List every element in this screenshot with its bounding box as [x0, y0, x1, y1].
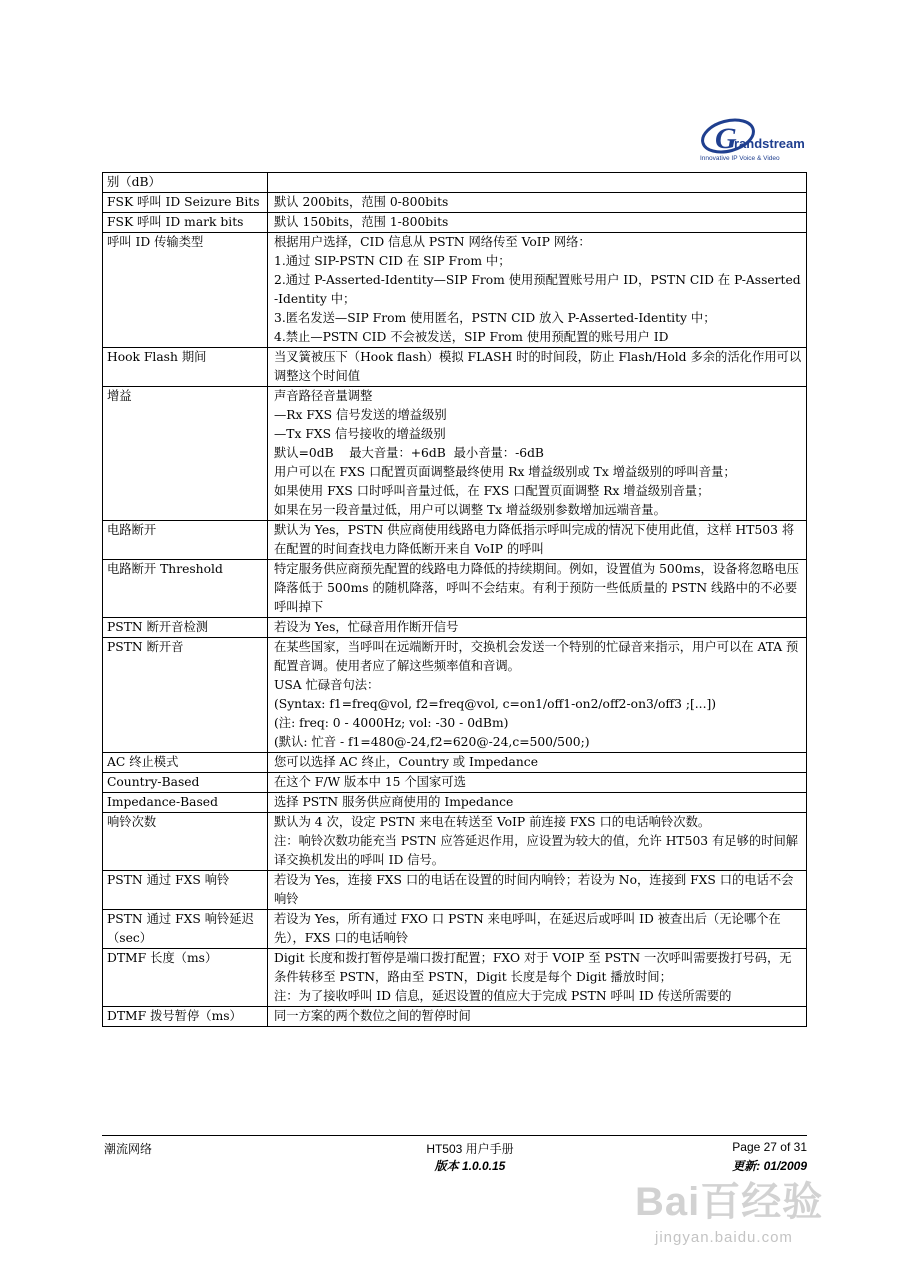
footer-title: HT503 用户手册 — [426, 1142, 514, 1156]
parameter-description — [268, 348, 807, 387]
footer-version: 版本 1.0.0.15 — [434, 1159, 506, 1173]
footer-company: 潮流网络 — [104, 1142, 153, 1156]
parameter-description — [268, 560, 807, 618]
description-line: (注: freq: 0 - 4000Hz; vol: -30 - 0dBm) — [274, 716, 509, 730]
description-line: 默认=0dB 最大音量：+6dB 最小音量：-6dB — [274, 446, 544, 460]
description-line: 若设为 Yes，所有通过 FXO 口 PSTN 来电呼叫，在延迟后或呼叫 ID 被查出后（无论哪个在先），FXS 口的电话响铃 — [274, 912, 781, 945]
table-row — [103, 638, 807, 753]
description-line: 您可以选择 AC 终止，Country 或 Impedance — [274, 755, 538, 769]
parameter-name: 呼叫 ID 传输类型 — [103, 233, 268, 348]
description-line: 根据用户选择，CID 信息从 PSTN 网络传至 VoIP 网络： — [274, 235, 591, 249]
description-line: USA 忙碌音句法： — [274, 678, 380, 692]
parameter-name: 别（dB） — [103, 173, 268, 193]
svg-text:G: G — [715, 122, 737, 155]
parameter-description — [268, 618, 807, 638]
parameter-description — [268, 233, 807, 348]
parameter-description — [268, 910, 807, 949]
parameter-name: DTMF 长度（ms） — [103, 949, 268, 1007]
description-line: 2.通过 P-Asserted-Identity—SIP From 使用预配置账号用户 ID，PSTN CID 在 P-Asserted-Identity 中； — [274, 273, 801, 306]
parameter-name: Impedance-Based — [103, 793, 268, 813]
table-row — [103, 193, 807, 213]
footer-divider — [102, 1135, 807, 1136]
description-line: 声音路径音量调整 — [274, 389, 373, 403]
parameter-name: 响铃次数 — [103, 813, 268, 871]
parameter-name: DTMF 拨号暂停（ms） — [103, 1007, 268, 1027]
description-line: 1.通过 SIP-PSTN CID 在 SIP From 中； — [274, 254, 511, 268]
table-row — [103, 560, 807, 618]
table-row — [103, 1007, 807, 1027]
parameter-table — [102, 172, 807, 1027]
description-line: (默认: 忙音 - f1=480@-24,f2=620@-24,c=500/500;) — [274, 735, 590, 749]
parameter-name: Hook Flash 期间 — [103, 348, 268, 387]
table-row — [103, 348, 807, 387]
description-line: 选择 PSTN 服务供应商使用的 Impedance — [274, 795, 514, 809]
description-line: 若设为 Yes，忙碌音用作断开信号 — [274, 620, 459, 634]
parameter-description — [268, 813, 807, 871]
description-line: 在某些国家，当呼叫在远端断开时，交换机会发送一个特别的忙碌音来指示，用户可以在 ATA 预配置音调。使用者应了解这些频率值和音调。 — [274, 640, 799, 673]
description-line: 若设为 Yes，连接 FXS 口的电话在设置的时间内响铃；若设为 No，连接到 FXS 口的电话不会响铃 — [274, 873, 794, 906]
parameter-name: 电路断开 — [103, 521, 268, 560]
description-line: 4.禁止—PSTN CID 不会被发送，SIP From 使用预配置的账号用户 ID — [274, 330, 669, 344]
table-row — [103, 618, 807, 638]
parameter-description — [268, 521, 807, 560]
parameter-description — [268, 949, 807, 1007]
description-line — [274, 173, 802, 192]
description-line: 3.匿名发送—SIP From 使用匿名，PSTN CID 放入 P-Asserted-Identity 中； — [274, 311, 716, 325]
parameter-name: AC 终止模式 — [103, 753, 268, 773]
description-line: 用户可以在 FXS 口配置页面调整最终使用 Rx 增益级别或 Tx 增益级别的呼叫音量； — [274, 465, 736, 479]
parameter-name: PSTN 断开音检测 — [103, 618, 268, 638]
description-line: 默认 150bits，范围 1-800bits — [274, 215, 449, 229]
table-row — [103, 521, 807, 560]
description-line: —Tx FXS 信号接收的增益级别 — [274, 427, 446, 441]
table-row — [103, 753, 807, 773]
table-row — [103, 910, 807, 949]
description-line: 在这个 F/W 版本中 15 个国家可选 — [274, 775, 466, 789]
table-row — [103, 793, 807, 813]
svg-text:randstream: randstream — [734, 136, 805, 151]
description-line: 注：为了接收呼叫 ID 信息，延迟设置的值应大于完成 PSTN 呼叫 ID 传送所需要的 — [274, 989, 732, 1003]
parameter-description — [268, 173, 807, 193]
table-row — [103, 871, 807, 910]
parameter-description — [268, 638, 807, 753]
table-row — [103, 213, 807, 233]
description-line: Digit 长度和拨打暂停是端口拨打配置；FXO 对于 VOIP 至 PSTN 一次呼叫需要拨打号码，无条件转移至 PSTN，路由至 PSTN，Digit 长度是每个 Digit 播放时间； — [274, 951, 792, 984]
grandstream-logo — [698, 110, 805, 170]
parameter-description — [268, 193, 807, 213]
parameter-name: FSK 呼叫 ID mark bits — [103, 213, 268, 233]
description-line: 默认 200bits，范围 0-800bits — [274, 195, 449, 209]
parameter-description — [268, 773, 807, 793]
parameter-name: PSTN 通过 FXS 响铃 — [103, 871, 268, 910]
watermark-main: Bai百经验 — [635, 1180, 824, 1224]
parameter-table-container — [102, 172, 807, 1027]
description-line: 如果使用 FXS 口时呼叫音量过低，在 FXS 口配置页面调整 Rx 增益级别音量； — [274, 484, 710, 498]
watermark-url: jingyan.baidu.com — [655, 1229, 793, 1246]
parameter-name: 增益 — [103, 387, 268, 521]
description-line: 默认为 Yes，PSTN 供应商使用线路电力降低指示呼叫完成的情况下使用此值，这样 HT503 将在配置的时间查找电力降低断开来自 VoIP 的呼叫 — [274, 523, 795, 556]
description-line: 默认为 4 次，设定 PSTN 来电在转送至 VoIP 前连接 FXS 口的电话响铃次数。 — [274, 815, 711, 829]
baidu-watermark — [635, 1170, 865, 1265]
description-line: 当叉簧被压下（Hook flash）模拟 FLASH 时的时间段，防止 Flash/Hold 多余的活化作用可以调整这个时间值 — [274, 350, 802, 383]
parameter-description — [268, 213, 807, 233]
parameter-description — [268, 871, 807, 910]
parameter-name: Country-Based — [103, 773, 268, 793]
footer-updated: 更新: 01/2009 — [732, 1159, 807, 1173]
table-row — [103, 773, 807, 793]
svg-text:Innovative IP Voice & Video: Innovative IP Voice & Video — [700, 155, 780, 162]
parameter-description — [268, 1007, 807, 1027]
parameter-name: PSTN 通过 FXS 响铃延迟（sec） — [103, 910, 268, 949]
description-line: 注：响铃次数功能充当 PSTN 应答延迟作用，应设置为较大的值，允许 HT503 有足够的时间解译交换机发出的呼叫 ID 信号。 — [274, 834, 799, 867]
parameter-description — [268, 793, 807, 813]
description-line: 如果在另一段音量过低，用户可以调整 Tx 增益级别参数增加远端音量。 — [274, 503, 666, 517]
parameter-name: 电路断开 Threshold — [103, 560, 268, 618]
parameter-description — [268, 753, 807, 773]
description-line: —Rx FXS 信号发送的增益级别 — [274, 408, 447, 422]
table-row — [103, 173, 807, 193]
description-line: 同一方案的两个数位之间的暂停时间 — [274, 1009, 471, 1023]
footer-page-number: Page 27 of 31 — [732, 1140, 807, 1154]
parameter-description — [268, 387, 807, 521]
table-row — [103, 949, 807, 1007]
description-line: 特定服务供应商预先配置的线路电力降低的持续期间。例如，设置值为 500ms，设备将忽略电压降落低于 500ms 的随机降落，呼叫不会结束。有利于预防一些低质量的 PSTN 线路中的不必要呼叫掉下 — [274, 562, 799, 614]
table-row — [103, 233, 807, 348]
parameter-name: PSTN 断开音 — [103, 638, 268, 753]
parameter-name: FSK 呼叫 ID Seizure Bits — [103, 193, 268, 213]
table-row — [103, 813, 807, 871]
description-line: (Syntax: f1=freq@vol, f2=freq@vol, c=on1/off1-on2/off2-on3/off3 ;[...]) — [274, 697, 717, 711]
table-row — [103, 387, 807, 521]
